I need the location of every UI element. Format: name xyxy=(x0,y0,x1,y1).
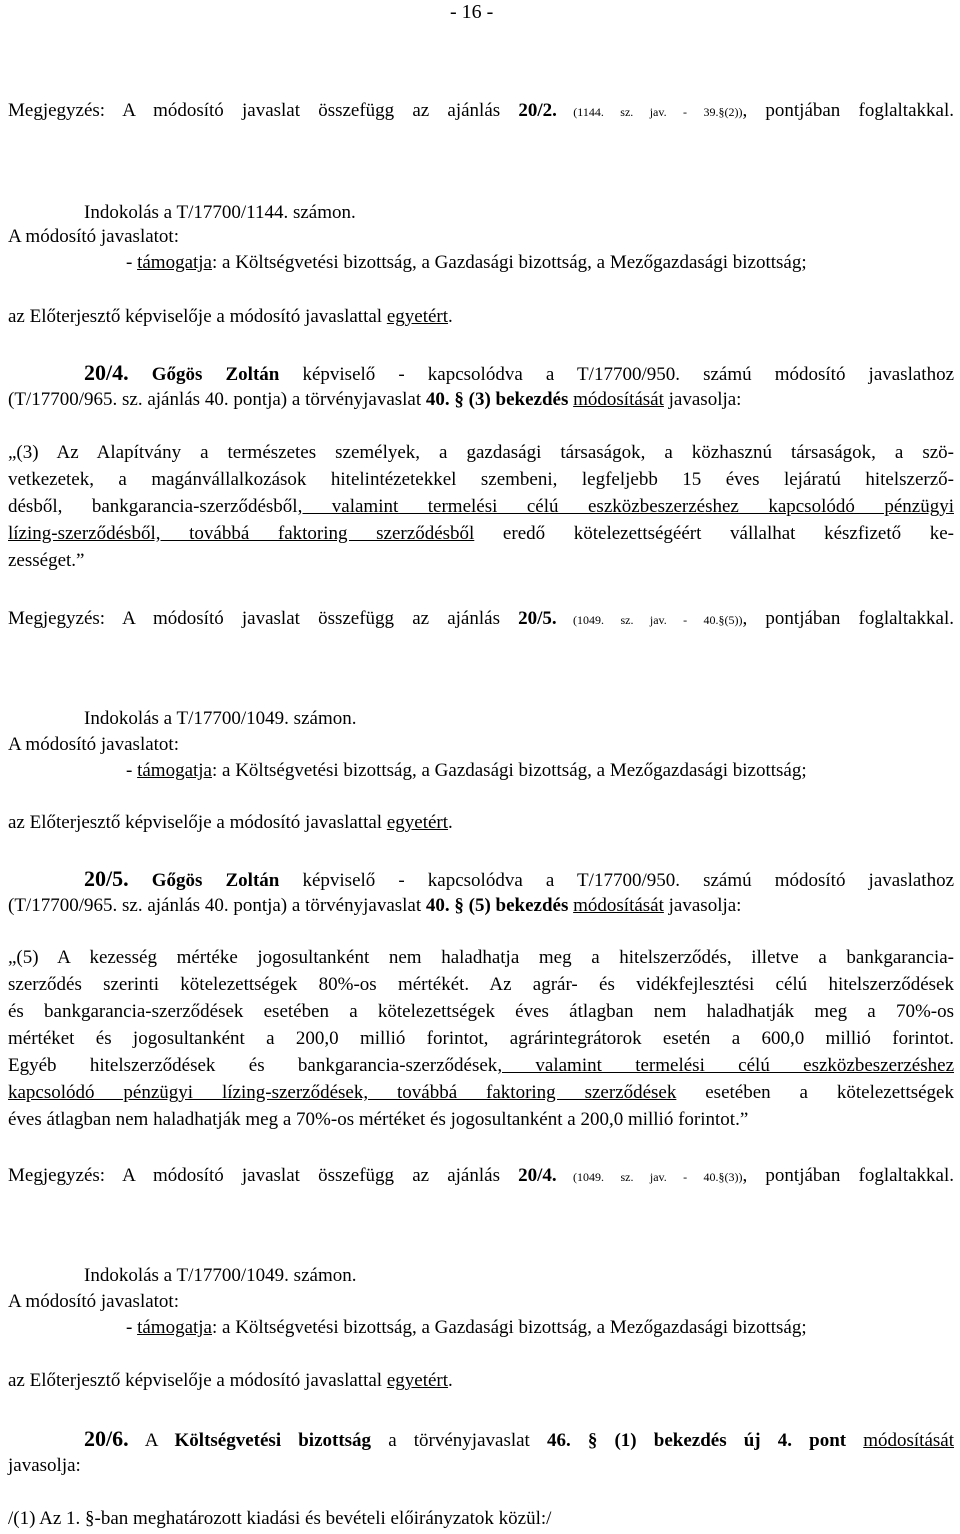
opinion-label: A módosító javaslatot: xyxy=(8,1291,179,1312)
opinion-label: A módosító javaslatot: xyxy=(8,226,179,247)
quote-20-5-line: éves átlagban nem haladhatják meg a 70%-os mértéket és jogosultanként a 200,0 millió forintot.” xyxy=(8,1109,749,1130)
reason-line: Indokolás a T/17700/1144. számon. xyxy=(84,202,356,223)
quote-20-5-line: „(5) A kezesség mértéke jogosultanként nem haladhatja meg a hitelszerződés, illetve a bankgarancia- xyxy=(8,947,954,968)
quote-20-5-line: kapcsolódó pénzügyi lízing-szerződések, továbbá faktoring szerződések esetében a kötelezettségek xyxy=(8,1082,954,1103)
presenter-line: az Előterjesztő képviselője a módosító javaslattal egyetért. xyxy=(8,1370,453,1391)
item-20-4-heading: 20/4. Gőgös Zoltán képviselő - kapcsolódva a T/17700/950. számú módosító javaslathoz xyxy=(84,360,954,385)
item-20-4-heading-line2: (T/17700/965. sz. ajánlás 40. pontja) a törvényjavaslat 40. § (3) bekezdés módosítását javasolja: xyxy=(8,389,742,410)
item-20-6-heading: 20/6. A Költségvetési bizottság a törvényjavaslat 46. § (1) bekezdés új 4. pont módosítását xyxy=(84,1426,955,1451)
page-number: - 16 - xyxy=(450,1,494,23)
quote-20-5-line: mértéket és jogosultanként a 200,0 millió forintot, agrárintegrátorok esetén a 600,0 millió forintot. xyxy=(8,1028,954,1049)
note-20-4: Megjegyzés: A módosító javaslat összefügg az ajánlás 20/4. (1049. sz. jav. - 40.§(3)), pontjában foglaltakkal. xyxy=(8,1165,955,1186)
quote-20-5-line: Egyéb hitelszerződések és bankgarancia-szerződések, valamint termelési célú eszközbeszerzéshez xyxy=(8,1055,955,1076)
quote-20-4-line: vetkezetek, a magánvállalkozások hitelintézetekkel szembeni, legfeljebb 15 éves lejáratú hitelszerző- xyxy=(8,469,954,490)
quote-20-4-line: „(3) Az Alapítvány a természetes személyek, a gazdasági társaságok, a közhasznú társaságok, a szö- xyxy=(8,442,954,463)
item-20-6-scope-line: /(1) Az 1. §-ban meghatározott kiadási és bevételi előirányzatok közül:/ xyxy=(8,1508,552,1529)
quote-20-4-line: lízing-szerződésből, továbbá faktoring szerződésből eredő kötelezettségéért vállalhat készfizető ke- xyxy=(8,523,954,544)
item-20-5-heading-line2: (T/17700/965. sz. ajánlás 40. pontja) a törvényjavaslat 40. § (5) bekezdés módosítását javasolja: xyxy=(8,895,742,916)
quote-20-5-line: és bankgarancia-szerződések esetében a kötelezettségek éves átlagban nem haladhatják meg a 70%-os xyxy=(8,1001,954,1022)
presenter-line: az Előterjesztő képviselője a módosító javaslattal egyetért. xyxy=(8,812,453,833)
support-line: - támogatja: a Költségvetési bizottság, a Gazdasági bizottság, a Mezőgazdasági bizottság; xyxy=(126,760,807,781)
opinion-label: A módosító javaslatot: xyxy=(8,734,179,755)
support-line: - támogatja: a Költségvetési bizottság, a Gazdasági bizottság, a Mezőgazdasági bizottság; xyxy=(126,252,807,273)
note-20-5: Megjegyzés: A módosító javaslat összefügg az ajánlás 20/5. (1049. sz. jav. - 40.§(5)), pontjában foglaltakkal. xyxy=(8,608,955,629)
item-20-6-heading-line2: javasolja: xyxy=(8,1455,81,1476)
reason-line: Indokolás a T/17700/1049. számon. xyxy=(84,1265,357,1286)
presenter-line: az Előterjesztő képviselője a módosító javaslattal egyetért. xyxy=(8,306,453,327)
reason-line: Indokolás a T/17700/1049. számon. xyxy=(84,708,357,729)
support-line: - támogatja: a Költségvetési bizottság, a Gazdasági bizottság, a Mezőgazdasági bizottság; xyxy=(126,1317,807,1338)
quote-20-4-line: zességet.” xyxy=(8,550,85,571)
quote-20-4-line: désből, bankgarancia-szerződésből, valamint termelési célú eszközbeszerzéshez kapcsolódó pénzügyi xyxy=(8,496,954,517)
item-20-5-heading: 20/5. Gőgös Zoltán képviselő - kapcsolódva a T/17700/950. számú módosító javaslathoz xyxy=(84,866,954,891)
quote-20-5-line: szerződés szerinti kötelezettségek 80%-os mértékét. Az agrár- és vidékfejlesztési célú hitelszerződések xyxy=(8,974,954,995)
note-20-2: Megjegyzés: A módosító javaslat összefügg az ajánlás 20/2. (1144. sz. jav. - 39.§(2)), pontjában foglaltakkal. xyxy=(8,100,954,121)
